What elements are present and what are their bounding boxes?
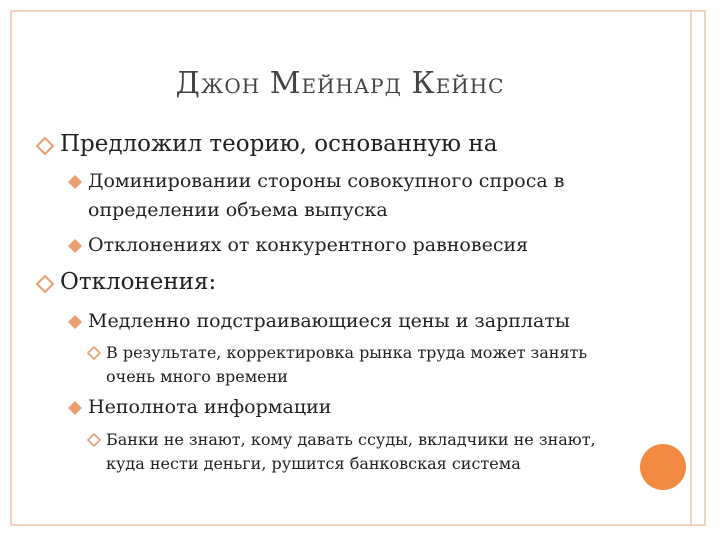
title-word-1-rest: ЖОН [200,74,261,98]
slide-title [0,66,680,101]
hollow-diamond-icon [34,135,56,157]
bullet-text: Отклонениях от конкурентного равновесия [88,234,529,256]
filled-diamond-icon [66,313,84,331]
hollow-diamond-icon [34,273,56,295]
bullet-text: Предложил теорию, основанную на [60,131,498,157]
bullet-l2-prices [66,307,570,336]
title-word-2-cap: М [269,66,302,101]
bullet-l2-demand [66,167,564,196]
bullet-text: Отклонения: [60,269,217,295]
filled-diamond-icon [66,399,84,417]
bullet-text: очень много времени [106,367,288,386]
hollow-diamond-icon [86,432,102,448]
title-word-3-rest: ЕЙНС [435,74,505,98]
bullet-text: Неполнота информации [88,396,332,418]
bullet-text: определении объема выпуска [88,199,388,221]
bullet-l3-banks-cont [106,451,521,476]
title-word-3-cap: К [411,66,436,101]
bullet-text: Медленно подстраивающиеся цены и зарплаты [88,310,570,332]
bullet-l2-equilibrium [66,231,528,260]
bullet-text: Доминировании стороны совокупного спроса в [88,170,565,192]
bullet-l3-labor [86,340,587,365]
bullet-text: куда нести деньги, рушится банковская система [106,454,521,473]
bullet-l1-theory [34,131,497,157]
bullet-l3-banks [86,427,596,452]
filled-diamond-icon [66,173,84,191]
title-word-2-rest: ЕЙНАРД [301,74,402,98]
frame-side-line [690,10,692,526]
bullet-l2-information [66,393,331,422]
filled-diamond-icon [66,237,84,255]
bullet-text: Банки не знают, кому давать ссуды, вкладчики не знают, [106,430,596,449]
hollow-diamond-icon [86,345,102,361]
bullet-l1-deviations [34,269,216,295]
bullet-l2-demand-cont [88,196,388,225]
decorative-orange-circle [640,444,686,490]
bullet-text: В результате, корректировка рынка труда может занять [106,343,588,362]
title-word-1-cap: Д [175,66,201,101]
bullet-l3-labor-cont [106,364,288,389]
